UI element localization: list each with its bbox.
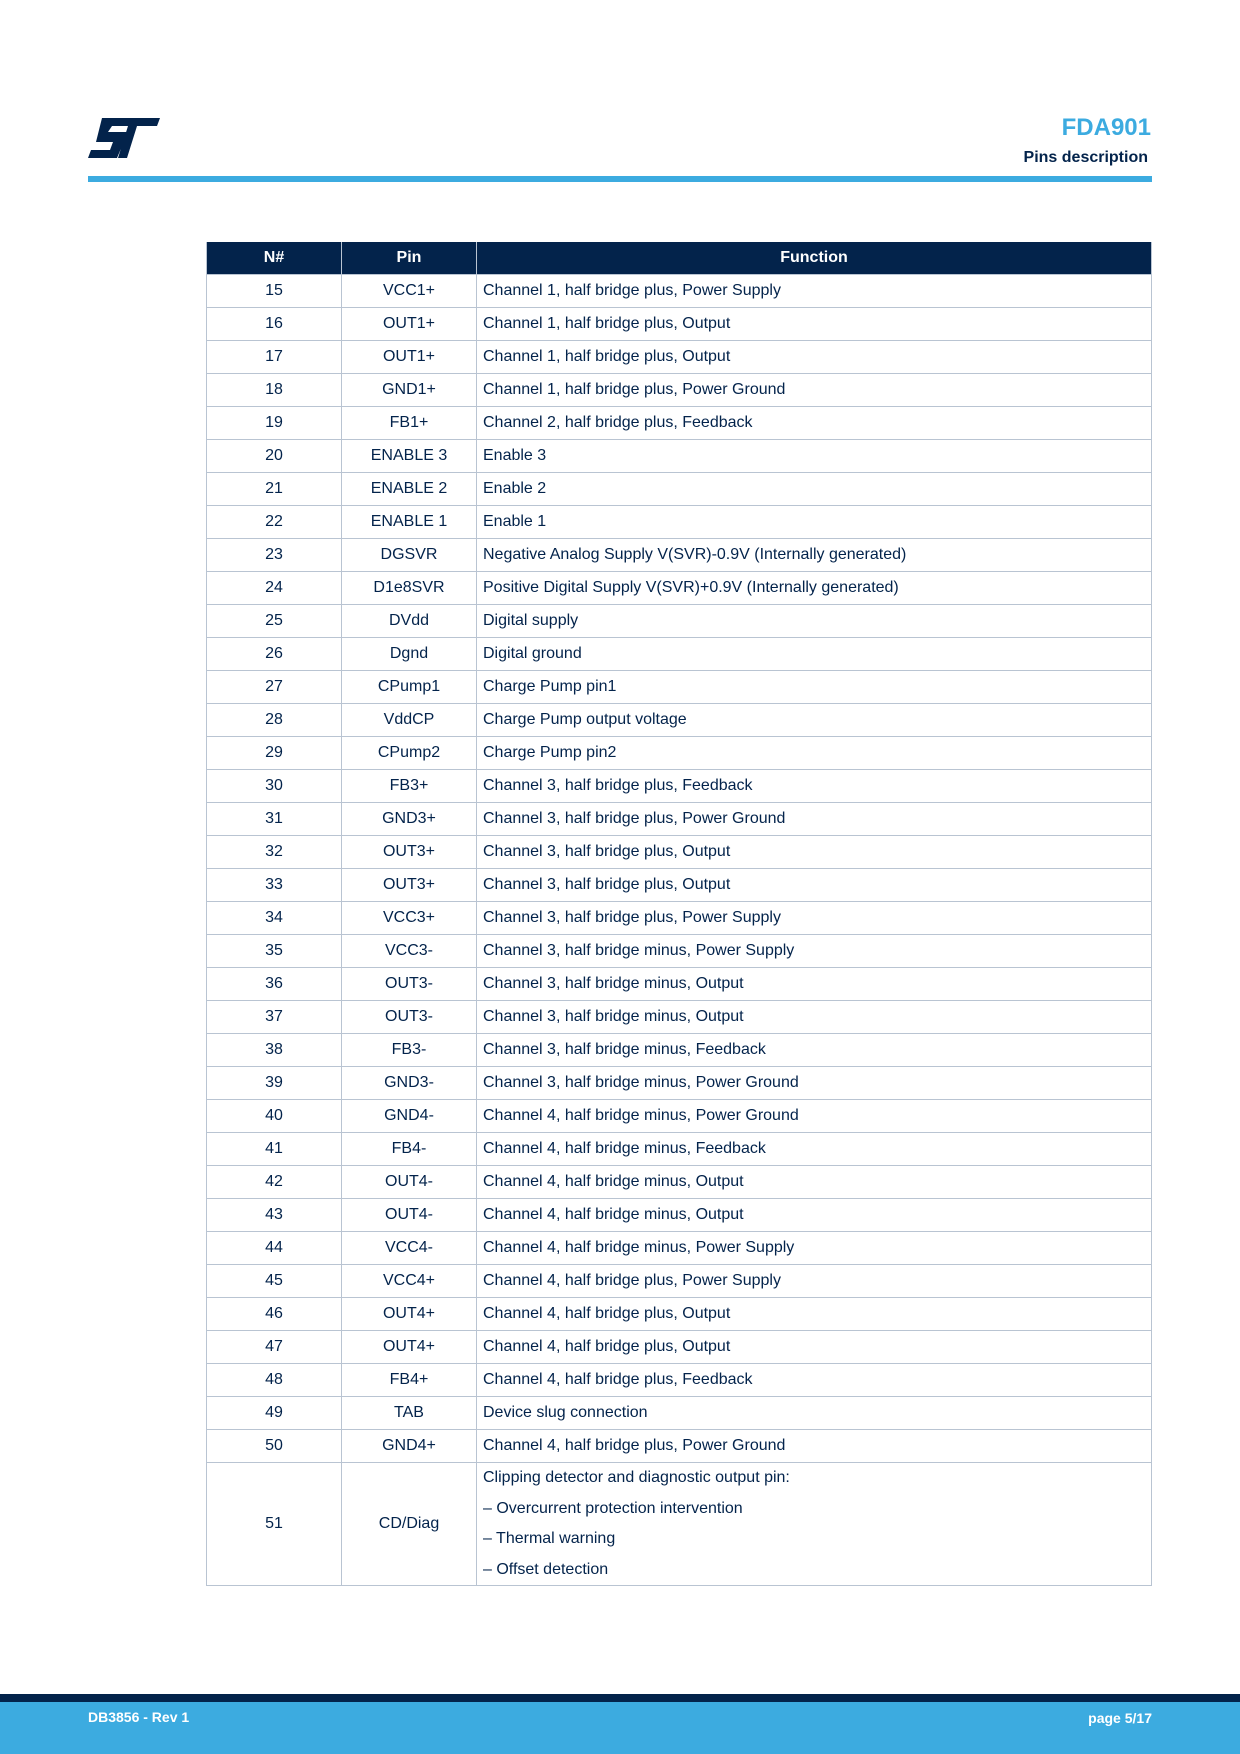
pin-function: Channel 3, half bridge plus, Output <box>477 836 1152 869</box>
pin-name: CPump2 <box>342 737 477 770</box>
pin-name: OUT3- <box>342 968 477 1001</box>
section-title: Pins description <box>1023 149 1148 166</box>
pin-number: 46 <box>207 1298 342 1331</box>
pin-function: Channel 4, half bridge minus, Feedback <box>477 1133 1152 1166</box>
pin-name: OUT1+ <box>342 308 477 341</box>
pin-name: TAB <box>342 1397 477 1430</box>
footer-dark-band <box>0 1694 1240 1702</box>
pin-name: Dgnd <box>342 638 477 671</box>
table-header-row <box>207 242 1152 275</box>
table-row <box>207 275 1152 308</box>
table-row <box>207 704 1152 737</box>
pin-number: 40 <box>207 1100 342 1133</box>
table-row <box>207 1133 1152 1166</box>
pin-number: 15 <box>207 275 342 308</box>
pin-name: ENABLE 1 <box>342 506 477 539</box>
pin-name: GND1+ <box>342 374 477 407</box>
pin-name: OUT3- <box>342 1001 477 1034</box>
table-row <box>207 407 1152 440</box>
pin-number: 47 <box>207 1331 342 1364</box>
pin-function: Channel 3, half bridge minus, Output <box>477 968 1152 1001</box>
pin-name: OUT4+ <box>342 1298 477 1331</box>
table-row <box>207 1298 1152 1331</box>
table-row <box>207 506 1152 539</box>
function-line: Clipping detector and diagnostic output pin: <box>483 1469 790 1486</box>
pin-function: Channel 1, half bridge plus, Output <box>477 308 1152 341</box>
pin-function: Device slug connection <box>477 1397 1152 1430</box>
pin-name: VCC3- <box>342 935 477 968</box>
table-row-last <box>207 1463 1152 1586</box>
pin-number: 48 <box>207 1364 342 1397</box>
table-row <box>207 308 1152 341</box>
pin-number: 38 <box>207 1034 342 1067</box>
pin-number: 30 <box>207 770 342 803</box>
pin-function: Negative Analog Supply V(SVR)-0.9V (Internally generated) <box>477 539 1152 572</box>
pin-number: 29 <box>207 737 342 770</box>
pin-number: 49 <box>207 1397 342 1430</box>
pin-number: 25 <box>207 605 342 638</box>
pin-function: Channel 4, half bridge plus, Power Supply <box>477 1265 1152 1298</box>
pin-number: 18 <box>207 374 342 407</box>
header-divider <box>88 176 1152 182</box>
pin-number: 36 <box>207 968 342 1001</box>
pin-number: 31 <box>207 803 342 836</box>
table-row <box>207 671 1152 704</box>
table-row <box>207 1331 1152 1364</box>
pin-function <box>477 1463 1152 1586</box>
pin-name: DVdd <box>342 605 477 638</box>
doc-title: FDA901 <box>1061 114 1151 141</box>
pin-function: Channel 3, half bridge plus, Feedback <box>477 770 1152 803</box>
pin-function: Channel 4, half bridge minus, Output <box>477 1199 1152 1232</box>
pin-name: VCC4+ <box>342 1265 477 1298</box>
pin-name: GND4+ <box>342 1430 477 1463</box>
pin-function: Channel 3, half bridge minus, Output <box>477 1001 1152 1034</box>
pins-table <box>206 242 1152 1586</box>
pin-function: Channel 1, half bridge plus, Power Supply <box>477 275 1152 308</box>
pin-number: 22 <box>207 506 342 539</box>
pin-name: D1e8SVR <box>342 572 477 605</box>
pin-function: Channel 1, half bridge plus, Output <box>477 341 1152 374</box>
table-row <box>207 770 1152 803</box>
table-row <box>207 1397 1152 1430</box>
table-row <box>207 605 1152 638</box>
table-row <box>207 1232 1152 1265</box>
table-row <box>207 968 1152 1001</box>
pin-name: FB3- <box>342 1034 477 1067</box>
table-row <box>207 374 1152 407</box>
table-row <box>207 1166 1152 1199</box>
pin-function: Channel 3, half bridge minus, Power Ground <box>477 1067 1152 1100</box>
table-row <box>207 572 1152 605</box>
col-header-function: Function <box>477 242 1152 275</box>
col-header-number: N# <box>207 242 342 275</box>
pin-number: 16 <box>207 308 342 341</box>
pin-function: Channel 3, half bridge plus, Power Supply <box>477 902 1152 935</box>
pin-name: OUT1+ <box>342 341 477 374</box>
pin-function: Digital supply <box>477 605 1152 638</box>
pin-function: Charge Pump pin1 <box>477 671 1152 704</box>
table-row <box>207 440 1152 473</box>
pin-function: Channel 4, half bridge plus, Feedback <box>477 1364 1152 1397</box>
function-line: – Offset detection <box>483 1560 609 1578</box>
pin-number: 43 <box>207 1199 342 1232</box>
table-row <box>207 902 1152 935</box>
table-body <box>207 275 1152 1586</box>
pin-function: Digital ground <box>477 638 1152 671</box>
pin-number: 51 <box>207 1463 342 1586</box>
pin-name: DGSVR <box>342 539 477 572</box>
pin-function: Channel 4, half bridge minus, Power Supply <box>477 1232 1152 1265</box>
pin-name: OUT3+ <box>342 836 477 869</box>
pin-number: 41 <box>207 1133 342 1166</box>
pin-number: 23 <box>207 539 342 572</box>
pin-function: Channel 3, half bridge minus, Power Supply <box>477 935 1152 968</box>
pin-function: Channel 3, half bridge plus, Power Ground <box>477 803 1152 836</box>
pin-number: 17 <box>207 341 342 374</box>
pin-function: Enable 3 <box>477 440 1152 473</box>
footer-page-number: page 5/17 <box>1088 1710 1152 1726</box>
table-row <box>207 1067 1152 1100</box>
pin-name: VCC4- <box>342 1232 477 1265</box>
table-row <box>207 869 1152 902</box>
pin-number: 37 <box>207 1001 342 1034</box>
pin-name: ENABLE 3 <box>342 440 477 473</box>
table-row <box>207 341 1152 374</box>
pin-function: Channel 3, half bridge plus, Output <box>477 869 1152 902</box>
pin-number: 34 <box>207 902 342 935</box>
pin-function: Enable 1 <box>477 506 1152 539</box>
pin-name: OUT4- <box>342 1166 477 1199</box>
pin-name: FB4+ <box>342 1364 477 1397</box>
pin-number: 39 <box>207 1067 342 1100</box>
pin-function: Charge Pump pin2 <box>477 737 1152 770</box>
table-row <box>207 473 1152 506</box>
pin-number: 24 <box>207 572 342 605</box>
pin-number: 33 <box>207 869 342 902</box>
pin-function: Channel 4, half bridge minus, Power Ground <box>477 1100 1152 1133</box>
pin-number: 26 <box>207 638 342 671</box>
pin-name: FB1+ <box>342 407 477 440</box>
table-row <box>207 935 1152 968</box>
table-row <box>207 803 1152 836</box>
pin-name: VCC1+ <box>342 275 477 308</box>
footer-doc-ref: DB3856 - Rev 1 <box>88 1709 190 1725</box>
pin-number: 44 <box>207 1232 342 1265</box>
pin-name: GND3- <box>342 1067 477 1100</box>
pin-name: GND3+ <box>342 803 477 836</box>
pin-function: Positive Digital Supply V(SVR)+0.9V (Internally generated) <box>477 572 1152 605</box>
pin-number: 32 <box>207 836 342 869</box>
pin-function: Channel 4, half bridge plus, Power Ground <box>477 1430 1152 1463</box>
pin-number: 42 <box>207 1166 342 1199</box>
function-line: – Thermal warning <box>483 1530 616 1547</box>
pin-name: FB3+ <box>342 770 477 803</box>
table-row <box>207 1034 1152 1067</box>
table-row <box>207 836 1152 869</box>
pin-number: 19 <box>207 407 342 440</box>
pin-function: Charge Pump output voltage <box>477 704 1152 737</box>
pin-name: GND4- <box>342 1100 477 1133</box>
pin-number: 50 <box>207 1430 342 1463</box>
pin-name: CPump1 <box>342 671 477 704</box>
table-row <box>207 1265 1152 1298</box>
pin-name: VCC3+ <box>342 902 477 935</box>
pin-number: 35 <box>207 935 342 968</box>
pin-name: VddCP <box>342 704 477 737</box>
pin-name: OUT3+ <box>342 869 477 902</box>
table-row <box>207 1100 1152 1133</box>
table-row <box>207 1199 1152 1232</box>
pin-number: 27 <box>207 671 342 704</box>
col-header-pin: Pin <box>342 242 477 275</box>
pin-function: Channel 1, half bridge plus, Power Ground <box>477 374 1152 407</box>
pin-name: CD/Diag <box>342 1463 477 1586</box>
pin-name: OUT4- <box>342 1199 477 1232</box>
pin-function: Channel 4, half bridge plus, Output <box>477 1331 1152 1364</box>
table-row <box>207 638 1152 671</box>
pin-number: 45 <box>207 1265 342 1298</box>
pin-function: Channel 4, half bridge plus, Output <box>477 1298 1152 1331</box>
pin-name: OUT4+ <box>342 1331 477 1364</box>
pin-name: ENABLE 2 <box>342 473 477 506</box>
table-row <box>207 1364 1152 1397</box>
pin-number: 21 <box>207 473 342 506</box>
table-row <box>207 539 1152 572</box>
st-logo-icon <box>88 118 160 158</box>
pin-number: 28 <box>207 704 342 737</box>
table-row <box>207 1430 1152 1463</box>
pin-function: Channel 2, half bridge plus, Feedback <box>477 407 1152 440</box>
function-line: – Overcurrent protection intervention <box>483 1499 743 1517</box>
pin-name: FB4- <box>342 1133 477 1166</box>
table-row <box>207 737 1152 770</box>
pin-number: 20 <box>207 440 342 473</box>
pin-function: Channel 4, half bridge minus, Output <box>477 1166 1152 1199</box>
pin-function: Channel 3, half bridge minus, Feedback <box>477 1034 1152 1067</box>
pin-function: Enable 2 <box>477 473 1152 506</box>
table-row <box>207 1001 1152 1034</box>
